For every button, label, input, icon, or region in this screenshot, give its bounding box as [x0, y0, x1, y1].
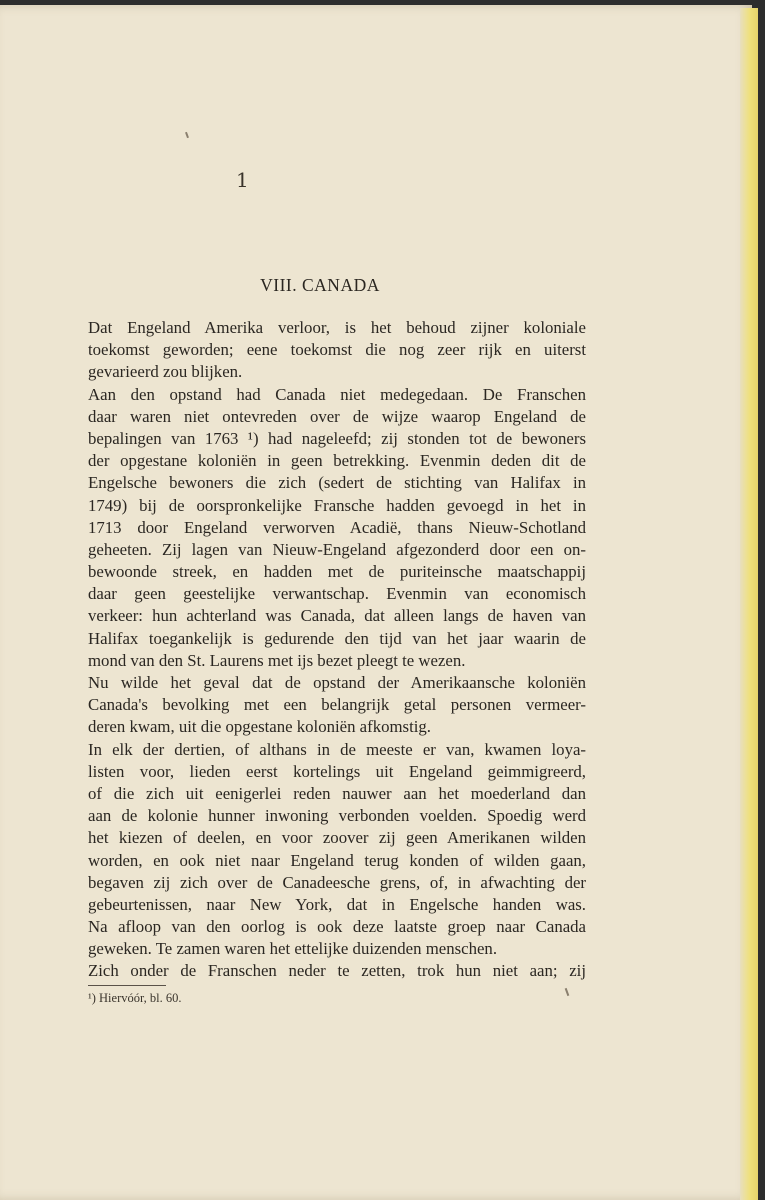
footnote: ¹) Hiervóór, bl. 60.: [88, 991, 182, 1005]
text-line: bewoonde streek, en hadden met de puriteinsche maatschappij: [88, 562, 586, 582]
footnote-rule: [88, 985, 166, 986]
text-line: of die zich uit eenigerlei reden nauwer aan het moederland dan: [88, 783, 586, 803]
text-line: Canada's bevolking met een belangrijk getal personen vermeer-: [88, 695, 586, 715]
text-line: 1713 door Engeland verworven Acadië, thans Nieuw-Schotland: [88, 517, 586, 537]
text-line: der opgestane koloniën in geen betrekking. Evenmin deden dit de: [88, 451, 586, 471]
text-line: toekomst geworden; eene toekomst die nog zeer rijk en uiterst: [88, 340, 586, 360]
text-line: Halifax toegankelijk is gedurende den tijd van het jaar waarin de: [88, 628, 586, 648]
text-line: In elk der dertien, of althans in de meeste er van, kwamen loya-: [88, 739, 586, 759]
text-line: bepalingen van 1763 ¹) had nageleefd; zij stonden tot de bewoners: [88, 428, 586, 448]
text-line: Aan den opstand had Canada niet medegedaan. De Franschen: [88, 384, 586, 404]
pencil-mark: 1: [236, 168, 249, 192]
text-line: Engelsche bewoners die zich (sedert de stichting van Halifax in: [88, 473, 586, 493]
text-line: mond van den St. Laurens met ijs bezet pleegt te wezen.: [88, 650, 466, 670]
chapter-heading: VIII. CANADA: [260, 275, 380, 295]
text-line: gevarieerd zou blijken.: [88, 362, 243, 382]
text-line: gebeurtenissen, naar New York, dat in Engelsche handen was.: [88, 894, 586, 914]
text-line: listen voor, lieden eerst kortelings uit Engeland geimmigreerd,: [88, 761, 586, 781]
text-line: Na afloop van den oorlog is ook deze laatste groep naar Canada: [88, 917, 586, 937]
text-line: Nu wilde het geval dat de opstand der Amerikaansche koloniën: [88, 673, 586, 692]
text-line: aan de kolonie hunner inwoning verbonden voelden. Spoedig werd: [88, 806, 586, 826]
paper-speck: [185, 132, 189, 138]
book-page: [0, 5, 752, 1200]
text-line: verkeer: hun achterland was Canada, dat alleen langs de haven van: [88, 606, 586, 626]
text-line: Dat Engeland Amerika verloor, is het behoud zijner koloniale: [88, 318, 586, 337]
text-line: Zich onder de Franschen neder te zetten, trok hun niet aan; zij: [88, 961, 586, 981]
text-line: het kiezen of deelen, en voor zoover zij geen Amerikanen wilden: [88, 828, 586, 848]
text-line: worden, en ook niet naar Engeland terug konden of wilden gaan,: [88, 850, 586, 870]
text-line: 1749) bij de oorspronkelijke Fransche hadden gevoegd in het in: [88, 495, 586, 515]
page-edge: [740, 8, 758, 1200]
text-line: daar waren niet ontevreden over de wijze waarop Engeland de: [88, 406, 586, 426]
text-line: geweken. Te zamen waren het ettelijke duizenden menschen.: [88, 939, 498, 959]
body-text: [88, 317, 586, 983]
text-line: daar geen geestelijke verwantschap. Evenmin van economisch: [88, 584, 586, 604]
text-line: geheeten. Zij lagen van Nieuw-Engeland afgezonderd door een on-: [88, 539, 586, 559]
text-line: deren kwam, uit die opgestane koloniën afkomstig.: [88, 717, 431, 737]
paper-speck: [565, 988, 570, 996]
text-line: begaven zij zich over de Canadeesche grens, of, in afwachting der: [88, 872, 586, 892]
